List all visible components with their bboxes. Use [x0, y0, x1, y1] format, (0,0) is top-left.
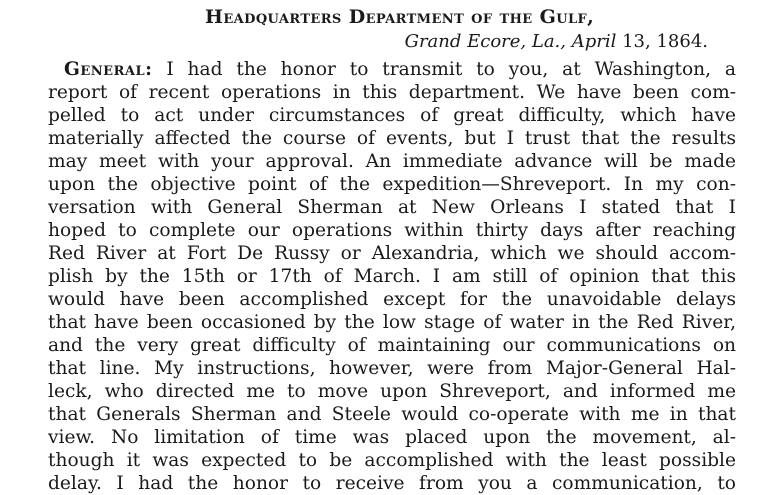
text-line: would have been accomplished except for the unavoidable delays [48, 289, 736, 310]
text-line: hoped to complete our operations within thirty days after reaching [48, 220, 736, 241]
text-line: Red River at Fort De Russy or Alexandria, which we should accom- [48, 243, 736, 264]
text-line: that line. My instructions, however, were from Major-General Hal- [48, 358, 736, 379]
text-line: may meet with your approval. An immediate advance will be made [48, 151, 736, 172]
text-line-content: I had the honor to transmit to you, at Washington, a [152, 59, 736, 80]
text-line: upon the objective point of the expedition—Shreveport. In my con- [48, 174, 736, 195]
letter-dateline [405, 31, 708, 52]
text-line: leck, who directed me to move upon Shreveport, and informed me [48, 381, 736, 402]
text-line: pelled to act under circumstances of great difficulty, which have [48, 105, 736, 126]
text-line: that have been occasioned by the low stage of water in the Red River, [48, 312, 736, 333]
text-line: and the very great difficulty of maintaining our communications on [48, 335, 736, 356]
letter-body [48, 58, 736, 495]
text-line [48, 58, 736, 81]
text-line: that Generals Sherman and Steele would co-operate with me in that [48, 404, 736, 425]
text-line: versation with General Sherman at New Orleans I stated that I [48, 197, 736, 218]
text-line: though it was expected to be accomplished with the least possible [48, 450, 736, 471]
text-line: plish by the 15th or 17th of March. I am still of opinion that this [48, 266, 736, 287]
text-line: view. No limitation of time was placed upon the movement, al- [48, 427, 736, 448]
dateline-place: Grand Ecore, La., April [404, 31, 617, 52]
text-line: delay. I had the honor to receive from you a communication, to [48, 473, 736, 494]
text-line: report of recent operations in this department. We have been com- [48, 82, 736, 103]
letter-heading: Headquarters Department of the Gulf, [205, 6, 595, 28]
salutation: General: [64, 59, 153, 80]
text-line: materially affected the course of events, but I trust that the results [48, 128, 736, 149]
dateline-date: 13, 1864. [622, 31, 708, 52]
